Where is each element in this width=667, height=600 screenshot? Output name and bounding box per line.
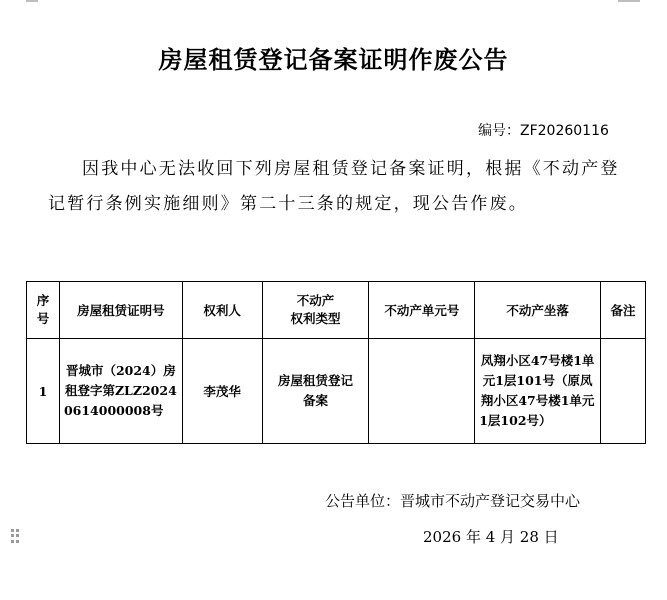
header-right-type-line2: 权利类型 <box>290 311 341 326</box>
cell-right-type: 房屋租赁登记备案 <box>262 339 369 444</box>
document-number: 编号：ZF20260116 <box>478 123 609 139</box>
header-location: 不动产坐落 <box>475 282 601 339</box>
page-corner-mark-right <box>618 0 640 2</box>
header-cert-no: 房屋租赁证明号 <box>59 282 182 339</box>
announcement-body: 因我中心无法收回下列房屋租赁登记备案证明，根据《不动产登记暂行条例实施细则》第二十三条的规定，现公告作废。 <box>48 159 620 214</box>
header-remark: 备注 <box>601 282 646 339</box>
cell-cert-no: 晋城市（2024）房租登字第ZLZ20240614000008号 <box>59 339 182 444</box>
header-holder: 权利人 <box>182 282 262 339</box>
drag-handle-icon[interactable] <box>11 529 19 543</box>
announcement-date: 2026 年 4 月 28 日 <box>423 528 559 546</box>
cell-unit-no <box>369 339 475 444</box>
table-header-row <box>27 282 646 339</box>
table-row <box>27 339 646 444</box>
page-corner-mark-left <box>26 0 38 2</box>
cell-seq: 1 <box>27 339 60 444</box>
header-right-type <box>262 282 369 339</box>
header-right-type-line1: 不动产 <box>296 293 335 308</box>
header-seq: 序号 <box>27 282 60 339</box>
cell-holder: 李茂华 <box>182 339 262 444</box>
page-title: 房屋租赁登记备案证明作废公告 <box>158 45 509 74</box>
registration-table <box>26 281 646 444</box>
cell-remark <box>601 339 646 444</box>
issuing-unit: 公告单位：晋城市不动产登记交易中心 <box>325 492 581 510</box>
header-unit-no: 不动产单元号 <box>369 282 475 339</box>
cell-location: 凤翔小区47号楼1单元1层101号（原凤翔小区47号楼1单元1层102号） <box>475 339 601 444</box>
